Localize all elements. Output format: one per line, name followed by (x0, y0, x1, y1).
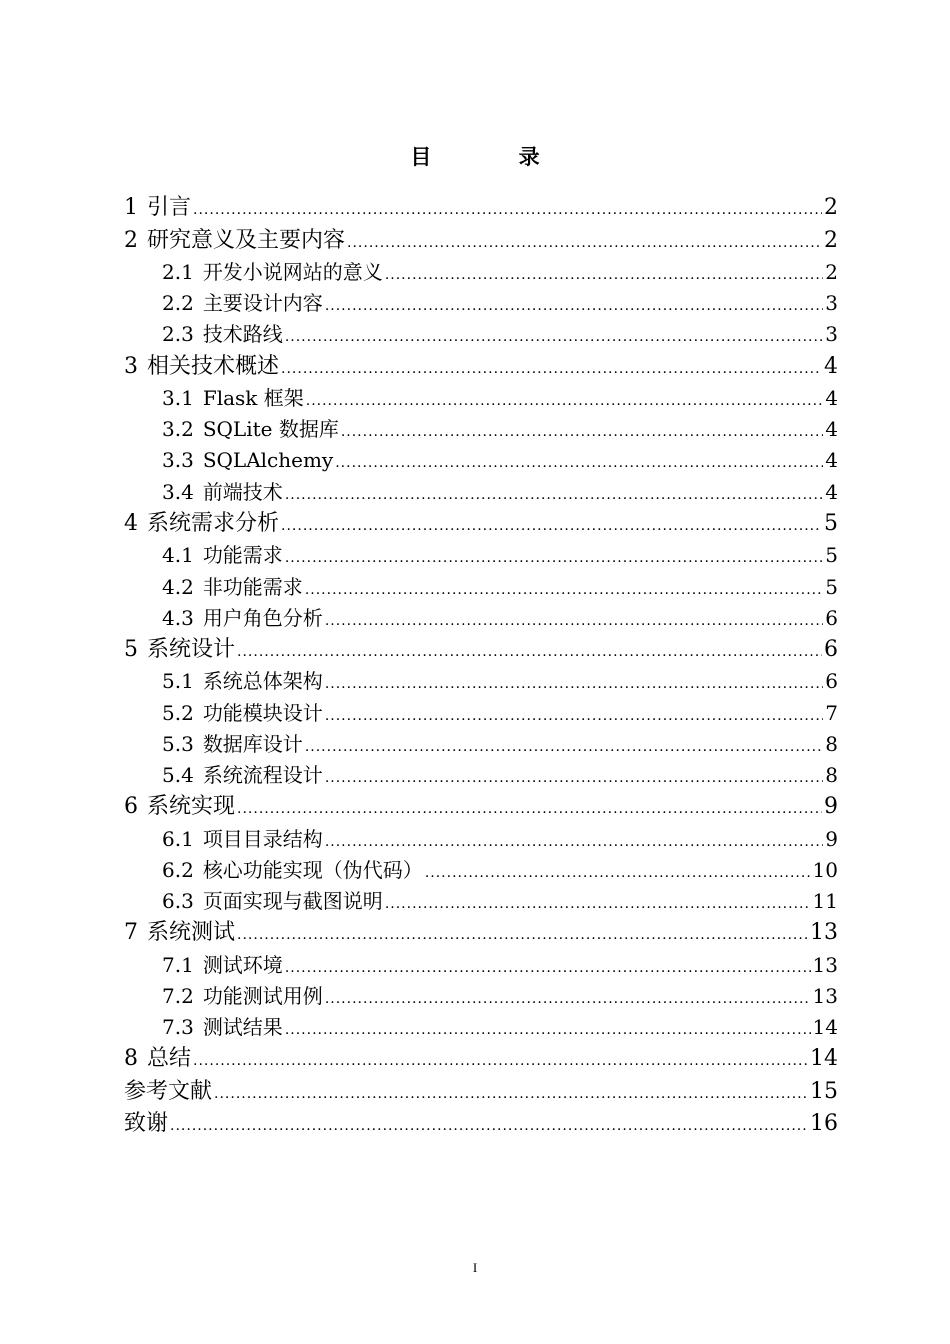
toc-entry-title: Flask 框架 (202, 386, 304, 411)
toc-entry-title: SQLite 数据库 (202, 417, 339, 442)
toc-entry-title: 系统设计 (147, 636, 236, 662)
toc-dot-leader (237, 919, 808, 952)
toc-dot-leader (325, 763, 823, 794)
toc-entry-number: 5 (124, 636, 138, 662)
toc-entry-title: 研究意义及主要内容 (147, 227, 346, 253)
toc-dot-leader (347, 227, 822, 260)
toc-entry[interactable] (124, 698, 838, 729)
toc-entry-page: 4 (825, 448, 838, 473)
toc-entry-page: 14 (810, 1046, 838, 1072)
toc-dot-leader (281, 510, 822, 543)
toc-entry[interactable] (124, 445, 838, 476)
toc-entry-title: 测试结果 (202, 1015, 283, 1040)
toc-entry-label (124, 225, 345, 258)
toc-entry-label (162, 698, 323, 729)
toc-entry-label (124, 1076, 212, 1109)
toc-entry-title: 非功能需求 (202, 574, 303, 599)
toc-entry-label (124, 1108, 168, 1141)
toc-entry-title: 引言 (147, 195, 192, 220)
toc-entry[interactable] (124, 729, 838, 760)
toc-entry-page: 13 (812, 983, 838, 1008)
toc-entry-title: 功能需求 (202, 543, 283, 568)
toc-entry-page: 4 (824, 353, 838, 379)
toc-dot-leader (325, 669, 823, 700)
toc-entry[interactable] (124, 1043, 838, 1076)
toc-entry[interactable] (124, 1012, 838, 1043)
toc-entry-page: 4 (825, 386, 838, 411)
toc-entry[interactable] (124, 760, 838, 791)
toc-entry-label (162, 288, 323, 319)
toc-entry-number: 1 (124, 195, 138, 220)
toc-dot-leader (335, 448, 823, 479)
toc-dot-leader (285, 953, 811, 984)
toc-entry-label (162, 981, 323, 1012)
toc-entry-title: 致谢 (124, 1111, 169, 1137)
toc-dot-leader (306, 386, 824, 417)
toc-entry-label (162, 445, 333, 476)
toc-dot-leader (285, 1015, 811, 1046)
toc-entry-number: 4.1 (162, 543, 194, 568)
toc-dot-leader (305, 575, 823, 606)
toc-entry-label (162, 540, 283, 571)
toc-entry-title: 项目目录结构 (202, 826, 323, 851)
toc-entry-number: 4 (124, 510, 138, 536)
toc-entry-label (124, 192, 191, 225)
toc-entry-label (162, 824, 323, 855)
toc-entry-label (162, 1012, 283, 1043)
toc-entry-label (124, 917, 235, 950)
toc-entry-number: 7.3 (162, 1015, 194, 1040)
toc-entry[interactable] (124, 383, 838, 414)
page-number: I (472, 1260, 478, 1275)
toc-entry-number: 5.3 (162, 731, 194, 756)
toc-entry-page: 2 (824, 195, 838, 220)
toc-entry-title: 数据库设计 (202, 731, 303, 756)
toc-entry-title: 功能模块设计 (202, 700, 323, 725)
toc-entry[interactable] (124, 288, 838, 319)
toc-entry[interactable] (124, 351, 838, 384)
toc-entry-title: 参考文献 (124, 1078, 213, 1104)
toc-entry-page: 13 (810, 920, 838, 946)
toc-entry-number: 2.1 (162, 260, 194, 284)
toc-entry-number: 3 (124, 353, 138, 379)
toc-entry-number: 6.1 (162, 826, 194, 851)
toc-dot-leader (237, 793, 822, 826)
toc-dot-leader (325, 701, 823, 732)
toc-entry-page: 2 (824, 227, 838, 253)
toc-entry[interactable] (124, 477, 838, 508)
toc-dot-leader (325, 827, 823, 858)
toc-entry-label (162, 383, 304, 414)
toc-entry-title: 系统测试 (147, 920, 236, 946)
toc-dot-leader (285, 480, 823, 511)
toc-entry-page: 8 (825, 731, 838, 756)
toc-entry-title: 相关技术概述 (147, 353, 280, 379)
toc-entry-label (124, 508, 279, 541)
toc-dot-leader (305, 732, 823, 763)
toc-entry-page: 11 (812, 889, 838, 913)
toc-entry-page: 16 (810, 1111, 838, 1137)
toc-entry-title: 总结 (147, 1046, 192, 1072)
toc-entry-title: 功能测试用例 (202, 983, 323, 1008)
toc-entry-page: 6 (825, 605, 838, 630)
toc-entry-number: 8 (124, 1046, 138, 1072)
toc-dot-leader (385, 260, 823, 291)
toc-dot-leader (193, 194, 822, 227)
toc-dot-leader (193, 1045, 808, 1078)
toc-entry-label (162, 729, 303, 760)
toc-entry-label (162, 760, 323, 791)
toc-entry-label (162, 855, 423, 886)
toc-entry-page: 2 (825, 260, 838, 284)
toc-entry-number: 2.2 (162, 291, 194, 316)
toc-dot-leader (285, 322, 823, 353)
toc-entry-title: 系统实现 (147, 794, 236, 820)
toc-entry-label (162, 572, 303, 603)
toc-entry-label (124, 791, 235, 824)
toc-entry-number: 6.3 (162, 889, 194, 913)
toc-dot-leader (385, 889, 811, 920)
toc-entry-number: 7 (124, 920, 138, 946)
toc-entry-title: 系统需求分析 (147, 510, 280, 536)
page-title: 目 录 (410, 144, 580, 169)
toc-entry-page: 5 (825, 574, 838, 599)
toc-entry[interactable] (124, 603, 838, 634)
toc-entry[interactable] (124, 225, 838, 258)
toc-dot-leader (281, 353, 822, 386)
toc-entry-page: 3 (825, 322, 838, 347)
toc-entry-page: 5 (825, 543, 838, 568)
toc-entry-page: 6 (825, 669, 838, 694)
toc-entry-page: 10 (812, 857, 838, 882)
toc-entry-number: 5.2 (162, 700, 194, 725)
toc-entry-label (124, 1043, 191, 1076)
toc-entry-number: 4.3 (162, 605, 194, 630)
toc-entry-page: 14 (812, 1015, 838, 1040)
toc-entry[interactable] (124, 572, 838, 603)
toc-entry-number: 3.3 (162, 448, 194, 473)
toc-entry-number: 3.2 (162, 417, 194, 442)
toc-entry-page: 7 (825, 700, 838, 725)
toc-entry-label (162, 477, 283, 508)
toc-entry-number: 7.1 (162, 952, 194, 977)
toc-entry[interactable] (124, 319, 838, 350)
toc-entry-label (162, 414, 339, 445)
toc-entry[interactable] (124, 791, 838, 824)
toc-entry-title: 页面实现与截图说明 (202, 889, 383, 913)
toc-entry-number: 3.1 (162, 386, 194, 411)
toc-dot-leader (425, 858, 811, 889)
toc-entry-number: 2 (124, 227, 138, 253)
toc-entry-title: 开发小说网站的意义 (202, 260, 383, 284)
toc-entry-title: 技术路线 (202, 322, 283, 347)
toc-entry[interactable] (124, 666, 838, 697)
toc-entry-page: 4 (825, 417, 838, 442)
toc-entry[interactable] (124, 192, 838, 225)
toc-dot-leader (341, 417, 823, 448)
toc-dot-leader (325, 606, 823, 637)
toc-entry[interactable] (124, 634, 838, 667)
toc-entry[interactable] (124, 981, 838, 1012)
toc-dot-leader (325, 291, 823, 322)
toc-entry-number: 7.2 (162, 983, 194, 1008)
toc-entry-title: 用户角色分析 (202, 605, 323, 630)
toc-entry-label (162, 666, 323, 697)
toc-dot-leader (285, 543, 823, 574)
toc-entry-title: 主要设计内容 (202, 291, 323, 316)
toc-entry-label (162, 257, 383, 288)
toc-entry[interactable] (124, 917, 838, 950)
toc-entry-label (162, 319, 283, 350)
toc-entry-title: 核心功能实现（伪代码） (202, 857, 423, 882)
toc-entry[interactable] (124, 855, 838, 886)
table-of-contents (124, 192, 838, 1141)
toc-entry-page: 3 (825, 291, 838, 316)
toc-entry-number: 6 (124, 794, 138, 820)
toc-entry-number: 3.4 (162, 479, 194, 504)
toc-entry-page: 13 (812, 952, 838, 977)
toc-entry-page: 8 (825, 762, 838, 787)
toc-entry-label (162, 886, 383, 917)
toc-entry-page: 4 (825, 479, 838, 504)
toc-dot-leader (325, 984, 811, 1015)
toc-dot-leader (214, 1078, 808, 1111)
toc-entry-title: 前端技术 (202, 479, 283, 504)
toc-entry-title: 系统总体架构 (202, 669, 323, 694)
toc-entry[interactable] (124, 950, 838, 981)
toc-entry[interactable] (124, 1076, 838, 1109)
toc-entry-label (162, 603, 323, 634)
toc-entry-page: 9 (825, 826, 838, 851)
toc-entry[interactable] (124, 824, 838, 855)
toc-entry[interactable] (124, 1108, 838, 1141)
toc-entry[interactable] (124, 257, 838, 288)
toc-entry-label (124, 351, 279, 384)
toc-entry-number: 2.3 (162, 322, 194, 347)
toc-entry-label (162, 950, 283, 981)
toc-entry-page: 6 (824, 636, 838, 662)
toc-entry[interactable] (124, 886, 838, 917)
toc-entry-number: 6.2 (162, 857, 194, 882)
toc-entry-number: 4.2 (162, 574, 194, 599)
toc-entry-page: 5 (824, 510, 838, 536)
toc-entry-page: 9 (824, 794, 838, 820)
toc-entry-title: 测试环境 (202, 952, 283, 977)
toc-dot-leader (237, 636, 822, 669)
toc-entry-title: 系统流程设计 (202, 762, 323, 787)
toc-entry-label (124, 634, 235, 667)
toc-entry-number: 5.4 (162, 762, 194, 787)
toc-entry-title: SQLAlchemy (202, 448, 334, 473)
toc-entry-page: 15 (810, 1078, 838, 1104)
toc-entry[interactable] (124, 508, 838, 541)
toc-entry-number: 5.1 (162, 669, 194, 694)
toc-dot-leader (170, 1110, 808, 1143)
toc-entry[interactable] (124, 540, 838, 571)
toc-entry[interactable] (124, 414, 838, 445)
